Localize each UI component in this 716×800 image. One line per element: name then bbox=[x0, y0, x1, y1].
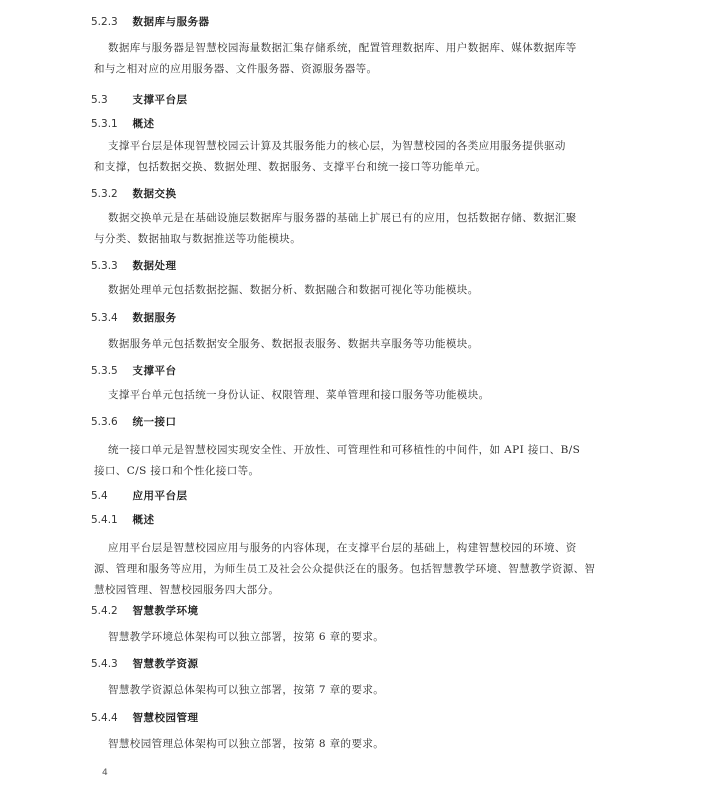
paragraph-line: 和与之相对应的应用服务器、文件服务器、资源服务器等。 bbox=[94, 63, 378, 75]
paragraph-line: 与分类、数据抽取与数据推送等功能模块。 bbox=[94, 233, 302, 245]
paragraph-line: 支撑平台单元包括统一身份认证、权限管理、菜单管理和接口服务等功能模块。 bbox=[108, 389, 490, 401]
section-number: 5.3.4 bbox=[91, 312, 118, 324]
paragraph-teaching-resources bbox=[94, 680, 614, 701]
section-number: 5.4.4 bbox=[91, 712, 118, 724]
paragraph-line: 和支撑，包括数据交换、数据处理、数据服务、支撑平台和统一接口等功能单元。 bbox=[94, 161, 487, 173]
paragraph-application-overview bbox=[94, 538, 614, 601]
section-title: 支撑平台 bbox=[132, 365, 177, 377]
section-title: 统一接口 bbox=[132, 416, 177, 428]
paragraph-line: 数据库与服务器是智慧校园海量数据汇集存储系统，配置管理数据库、用户数据库、媒体数据库等 bbox=[108, 42, 577, 54]
section-number: 5.4.3 bbox=[91, 658, 118, 670]
paragraph-line: 统一接口单元是智慧校园实现安全性、开放性、可管理性和可移植性的中间件，如 API 接口、B/S bbox=[108, 444, 581, 456]
section-number: 5.4.2 bbox=[91, 605, 118, 617]
section-title: 概述 bbox=[132, 514, 155, 526]
page-number: 4 bbox=[102, 768, 108, 778]
section-heading-5-3-6 bbox=[91, 414, 177, 430]
section-heading-5-4 bbox=[91, 488, 188, 504]
section-heading-5-4-2 bbox=[91, 603, 199, 619]
section-number: 5.3.1 bbox=[91, 118, 118, 130]
section-heading-5-3-3 bbox=[91, 258, 177, 274]
paragraph-line: 慧校园管理、智慧校园服务四大部分。 bbox=[94, 584, 280, 596]
section-title: 智慧教学环境 bbox=[132, 605, 199, 617]
paragraph-line: 支撑平台层是体现智慧校园云计算及其服务能力的核心层，为智慧校园的各类应用服务提供驱动 bbox=[108, 140, 566, 152]
paragraph-line: 智慧教学资源总体架构可以独立部署，按第 7 章的要求。 bbox=[108, 684, 385, 696]
section-title: 数据库与服务器 bbox=[132, 16, 210, 28]
paragraph-line: 接口、C/S 接口和个性化接口等。 bbox=[94, 465, 260, 477]
section-heading-5-4-1 bbox=[91, 512, 155, 528]
paragraph-line: 数据处理单元包括数据挖掘、数据分析、数据融合和数据可视化等功能模块。 bbox=[108, 284, 479, 296]
section-title: 应用平台层 bbox=[132, 490, 188, 502]
section-heading-5-3 bbox=[91, 92, 188, 108]
paragraph-data-exchange bbox=[94, 208, 614, 250]
paragraph-teaching-environment bbox=[94, 627, 614, 648]
section-heading-5-3-4 bbox=[91, 310, 177, 326]
section-title: 数据交换 bbox=[132, 188, 177, 200]
section-number: 5.3.2 bbox=[91, 188, 118, 200]
section-heading-5-2-3 bbox=[91, 14, 210, 30]
section-number: 5.3 bbox=[91, 94, 108, 106]
section-title: 数据服务 bbox=[132, 312, 177, 324]
paragraph-line: 源、管理和服务等应用，为师生员工及社会公众提供泛在的服务。包括智慧教学环境、智慧教学资源、智 bbox=[94, 563, 596, 575]
section-heading-5-3-1 bbox=[91, 116, 155, 132]
section-title: 支撑平台层 bbox=[132, 94, 188, 106]
paragraph-line: 数据服务单元包括数据安全服务、数据报表服务、数据共享服务等功能模块。 bbox=[108, 338, 479, 350]
paragraph-data-service bbox=[94, 334, 614, 355]
paragraph-database-server bbox=[94, 38, 614, 80]
section-number: 5.3.5 bbox=[91, 365, 118, 377]
section-title: 概述 bbox=[132, 118, 155, 130]
paragraph-line: 数据交换单元是在基础设施层数据库与服务器的基础上扩展已有的应用，包括数据存储、数据汇聚 bbox=[108, 212, 577, 224]
section-heading-5-4-4 bbox=[91, 710, 199, 726]
paragraph-data-processing bbox=[94, 280, 614, 301]
section-number: 5.4 bbox=[91, 490, 108, 502]
section-heading-5-4-3 bbox=[91, 656, 199, 672]
section-title: 智慧教学资源 bbox=[132, 658, 199, 670]
paragraph-line: 应用平台层是智慧校园应用与服务的内容体现，在支撑平台层的基础上，构建智慧校园的环境、资 bbox=[108, 542, 577, 554]
section-heading-5-3-2 bbox=[91, 186, 177, 202]
section-number: 5.3.6 bbox=[91, 416, 118, 428]
paragraph-support-platform bbox=[94, 385, 614, 406]
paragraph-support-overview bbox=[94, 136, 614, 178]
section-title: 数据处理 bbox=[132, 260, 177, 272]
paragraph-line: 智慧教学环境总体架构可以独立部署，按第 6 章的要求。 bbox=[108, 631, 385, 643]
paragraph-unified-interface bbox=[94, 440, 614, 482]
section-number: 5.3.3 bbox=[91, 260, 118, 272]
section-number: 5.2.3 bbox=[91, 16, 118, 28]
section-number: 5.4.1 bbox=[91, 514, 118, 526]
section-title: 智慧校园管理 bbox=[132, 712, 199, 724]
section-heading-5-3-5 bbox=[91, 363, 177, 379]
paragraph-campus-management bbox=[94, 734, 614, 755]
paragraph-line: 智慧校园管理总体架构可以独立部署，按第 8 章的要求。 bbox=[108, 738, 385, 750]
